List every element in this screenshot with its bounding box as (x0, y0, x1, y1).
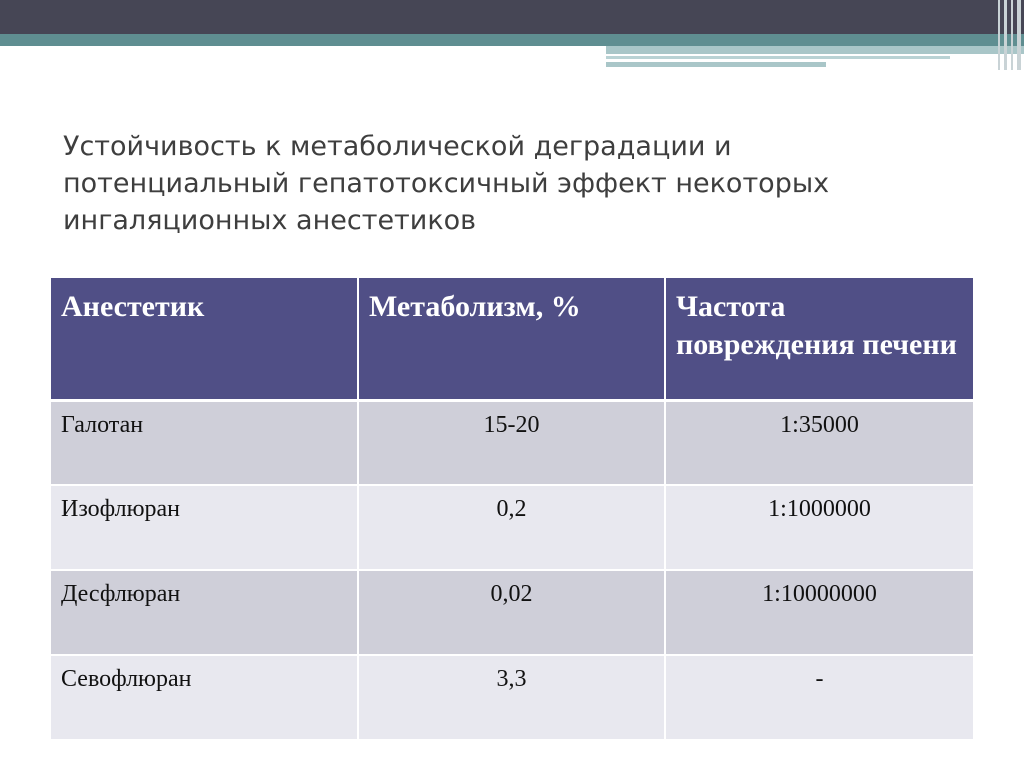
table-row (51, 655, 973, 740)
decor-stripe (606, 46, 1024, 54)
table-header-row (51, 278, 973, 400)
decor-vertical-lines (996, 0, 1024, 70)
header-anesthetic: Анестетик (51, 278, 358, 400)
slide-title: Устойчивость к метаболической деградации и потенциальный гепатотоксичный эффект некоторых ингаляционных анестетиков (63, 131, 830, 236)
cell-metabolism: 15-20 (358, 400, 665, 485)
cell-anesthetic: Десфлюран (51, 570, 358, 655)
anesthetics-table (51, 278, 973, 741)
table-row (51, 400, 973, 485)
table-row (51, 485, 973, 570)
cell-metabolism: 3,3 (358, 655, 665, 740)
cell-liver-damage: - (665, 655, 973, 740)
cell-liver-damage: 1:35000 (665, 400, 973, 485)
accent-stripe (0, 34, 1024, 46)
cell-anesthetic: Изофлюран (51, 485, 358, 570)
decor-stripe (606, 56, 950, 59)
cell-metabolism: 0,02 (358, 570, 665, 655)
cell-liver-damage: 1:1000000 (665, 485, 973, 570)
header-metabolism: Метаболизм, % (358, 278, 665, 400)
cell-metabolism: 0,2 (358, 485, 665, 570)
cell-liver-damage: 1:10000000 (665, 570, 973, 655)
top-bar (0, 0, 1024, 34)
table-row (51, 570, 973, 655)
header-liver-damage-frequency: Частота повреждения печени (665, 278, 973, 400)
cell-anesthetic: Галотан (51, 400, 358, 485)
cell-anesthetic: Севофлюран (51, 655, 358, 740)
decor-stripe (606, 62, 826, 67)
